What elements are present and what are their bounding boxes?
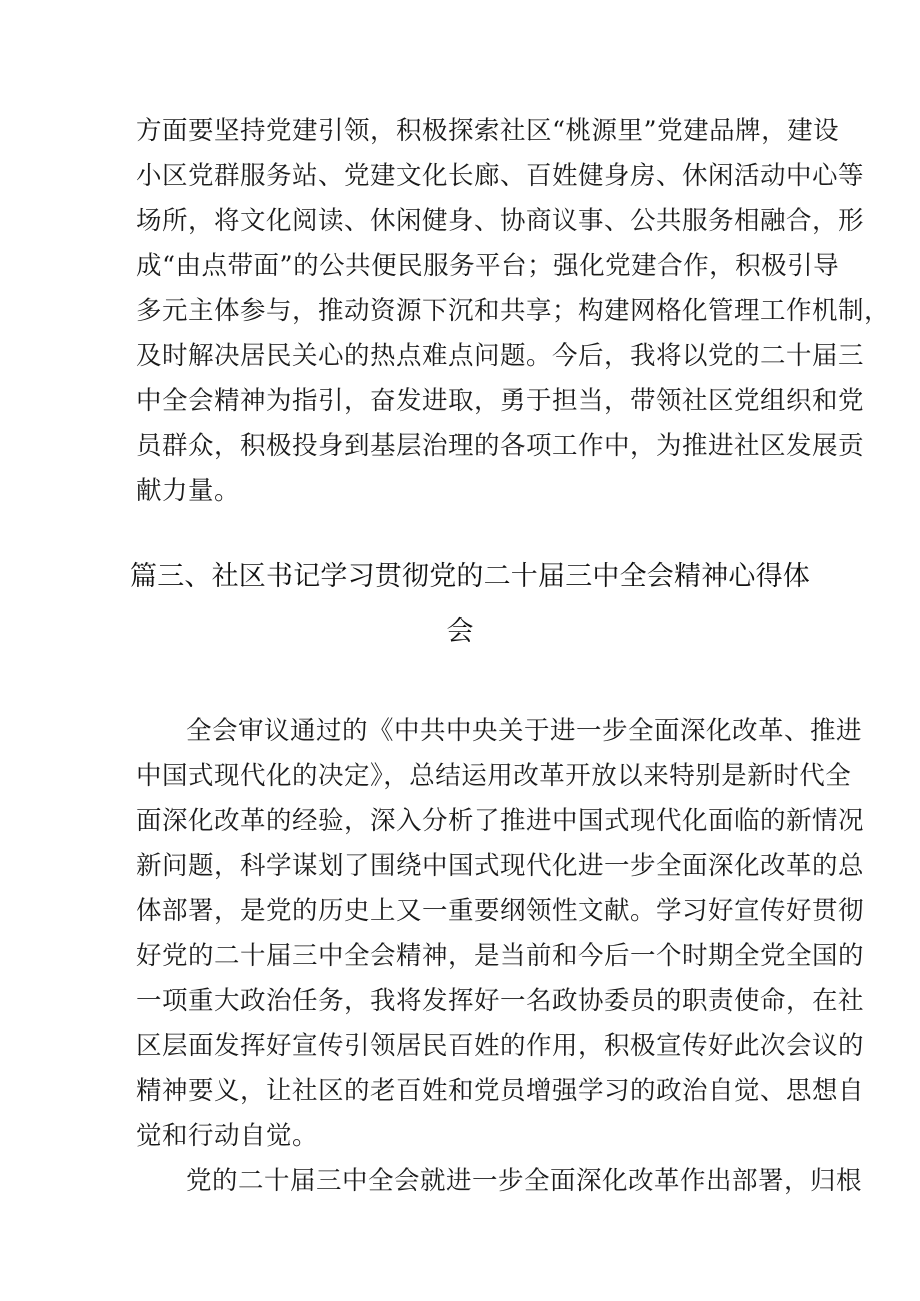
paragraph-line: 及时解决居民关心的热点难点问题。今后，我将以党的二十届三 <box>136 341 865 371</box>
paragraph-line: 一项重大政治任务，我将发挥好一名政协委员的职责使命，在社 <box>136 986 865 1016</box>
paragraph-line: 面深化改革的经验，深入分析了推进中国式现代化面临的新情况 <box>136 806 865 836</box>
paragraph-line: 多元主体参与，推动资源下沉和共享；构建网格化管理工作机制， <box>136 296 891 326</box>
paragraph-line: 献力量。 <box>136 476 241 506</box>
paragraph-line: 成“由点带面”的公共便民服务平台；强化党建合作，积极引导 <box>136 251 840 281</box>
paragraph-line: 精神要义，让社区的老百姓和党员增强学习的政治自觉、思想自 <box>136 1076 865 1106</box>
paragraph-line: 员群众，积极投身到基层治理的各项工作中，为推进社区发展贡 <box>136 431 865 461</box>
section-heading-line-2: 会 <box>446 616 474 647</box>
paragraph-line: 党的二十届三中全会就进一步全面深化改革作出部署，归根 <box>186 1166 863 1196</box>
paragraph-line: 体部署，是党的历史上又一重要纲领性文献。学习好宣传好贯彻 <box>136 896 865 926</box>
paragraph-line: 小区党群服务站、党建文化长廊、百姓健身房、休闲活动中心等 <box>136 161 865 191</box>
paragraph-line: 中全会精神为指引，奋发进取，勇于担当，带领社区党组织和党 <box>136 386 865 416</box>
paragraph-line: 区层面发挥好宣传引领居民百姓的作用，积极宣传好此次会议的 <box>136 1031 865 1061</box>
paragraph-line: 好党的二十届三中全会精神，是当前和今后一个时期全党全国的 <box>136 941 865 971</box>
paragraph-line: 新问题，科学谋划了围绕中国式现代化进一步全面深化改革的总 <box>136 851 865 881</box>
paragraph-line: 全会审议通过的《中共中央关于进一步全面深化改革、推进 <box>186 716 863 746</box>
paragraph-line: 中国式现代化的决定》，总结运用改革开放以来特别是新时代全 <box>136 761 852 791</box>
paragraph-line: 方面要坚持党建引领，积极探索社区“桃源里”党建品牌，建设 <box>136 116 840 146</box>
section-heading-line-1: 篇三、社区书记学习贯彻党的二十届三中全会精神心得体 <box>130 561 810 592</box>
paragraph-line: 场所，将文化阅读、休闲健身、协商议事、公共服务相融合，形 <box>136 206 865 236</box>
paragraph-line: 觉和行动自觉。 <box>136 1121 319 1151</box>
